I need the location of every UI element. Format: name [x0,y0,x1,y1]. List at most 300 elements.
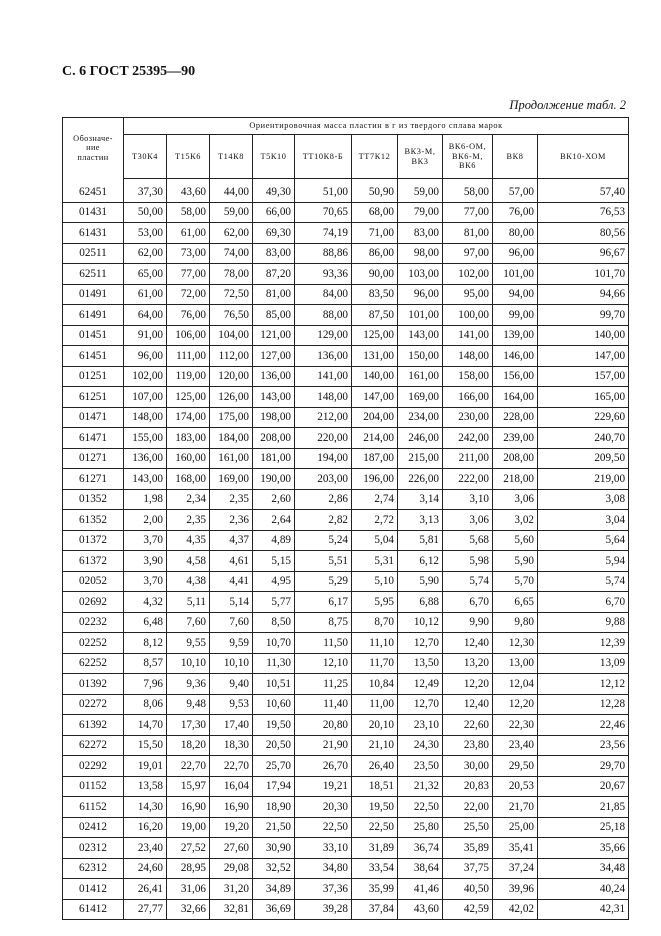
mass-value: 126,00 [210,387,253,408]
mass-value: 13,09 [538,653,629,674]
mass-value: 32,81 [210,899,253,920]
mass-value: 18,51 [352,776,398,797]
mass-value: 211,00 [443,448,493,469]
column-header: ТТ7К12 [352,135,398,179]
mass-value: 4,58 [167,551,210,572]
mass-value: 12,30 [493,633,538,654]
mass-value: 44,00 [210,179,253,203]
mass-value: 26,70 [295,756,352,777]
mass-value: 30,90 [253,838,295,859]
mass-value: 25,80 [398,817,443,838]
mass-value: 2,36 [210,510,253,531]
mass-value: 175,00 [210,407,253,428]
mass-value: 23,56 [538,735,629,756]
table-row [63,838,629,859]
mass-value: 20,83 [443,776,493,797]
mass-value: 83,00 [398,223,443,244]
mass-value: 5,51 [295,551,352,572]
mass-value: 10,12 [398,612,443,633]
mass-value: 150,00 [398,346,443,367]
mass-value: 22,50 [398,797,443,818]
mass-value: 3,02 [493,510,538,531]
mass-value: 5,10 [352,571,398,592]
mass-value: 107,00 [124,387,167,408]
mass-value: 102,00 [124,366,167,387]
table-row [63,346,629,367]
mass-value: 2,00 [124,510,167,531]
mass-value: 219,00 [538,469,629,490]
mass-value: 2,72 [352,510,398,531]
mass-value: 19,50 [352,797,398,818]
mass-value: 165,00 [538,387,629,408]
mass-value: 34,48 [538,858,629,879]
mass-value: 84,00 [295,284,352,305]
mass-value: 85,00 [253,305,295,326]
mass-value: 187,00 [352,448,398,469]
mass-value: 76,53 [538,202,629,223]
mass-value: 12,40 [443,633,493,654]
mass-value: 10,70 [253,633,295,654]
table-row [63,448,629,469]
plate-designation: 01431 [63,202,124,223]
mass-value: 88,00 [295,305,352,326]
plate-designation: 01392 [63,674,124,695]
mass-value: 76,00 [167,305,210,326]
mass-value: 4,35 [167,530,210,551]
mass-value: 240,70 [538,428,629,449]
mass-value: 125,00 [352,325,398,346]
mass-value: 66,00 [253,202,295,223]
mass-value: 29,50 [493,756,538,777]
mass-value: 20,10 [352,715,398,736]
column-header: Т15К6 [167,135,210,179]
mass-value: 10,10 [210,653,253,674]
mass-value: 136,00 [295,346,352,367]
column-header: ВК8 [493,135,538,179]
mass-value: 196,00 [352,469,398,490]
mass-value: 36,74 [398,838,443,859]
mass-value: 18,30 [210,735,253,756]
mass-value: 80,56 [538,223,629,244]
plate-mass-table [62,117,629,920]
table-row [63,428,629,449]
table-row [63,817,629,838]
mass-value: 37,36 [295,879,352,900]
mass-value: 148,00 [295,387,352,408]
mass-value: 76,00 [493,202,538,223]
mass-value: 51,00 [295,179,352,203]
mass-value: 9,88 [538,612,629,633]
mass-value: 35,66 [538,838,629,859]
mass-value: 15,97 [167,776,210,797]
mass-value: 147,00 [352,387,398,408]
mass-value: 24,30 [398,735,443,756]
table-row [63,305,629,326]
mass-value: 12,70 [398,694,443,715]
mass-value: 5,90 [493,551,538,572]
mass-value: 8,50 [253,612,295,633]
table-row [63,797,629,818]
plate-designation: 01152 [63,776,124,797]
mass-value: 68,00 [352,202,398,223]
mass-value: 32,66 [167,899,210,920]
table-row [63,510,629,531]
table-row [63,530,629,551]
mass-value: 18,90 [253,797,295,818]
plate-designation: 01372 [63,530,124,551]
mass-value: 41,46 [398,879,443,900]
mass-value: 95,00 [443,284,493,305]
mass-value: 158,00 [443,366,493,387]
mass-value: 4,38 [167,571,210,592]
mass-value: 65,00 [124,264,167,285]
plate-designation: 61491 [63,305,124,326]
mass-value: 11,00 [352,694,398,715]
mass-value: 27,60 [210,838,253,859]
mass-value: 156,00 [493,366,538,387]
mass-value: 8,75 [295,612,352,633]
column-header: ТТ10К8-Б [295,135,352,179]
mass-value: 11,50 [295,633,352,654]
mass-value: 103,00 [398,264,443,285]
mass-value: 88,86 [295,243,352,264]
mass-value: 169,00 [398,387,443,408]
mass-value: 2,35 [210,489,253,510]
mass-value: 71,00 [352,223,398,244]
mass-value: 94,00 [493,284,538,305]
mass-value: 169,00 [210,469,253,490]
page-header: С. 6 ГОСТ 25395—90 [62,64,196,79]
mass-value: 9,40 [210,674,253,695]
mass-value: 7,60 [210,612,253,633]
mass-value: 70,65 [295,202,352,223]
plate-designation: 62272 [63,735,124,756]
plate-designation: 02511 [63,243,124,264]
table-row [63,469,629,490]
mass-value: 22,50 [352,817,398,838]
designation-header: Обозначе- ние пластин [63,118,124,179]
mass-value: 155,00 [124,428,167,449]
mass-value: 21,85 [538,797,629,818]
mass-value: 5,70 [493,571,538,592]
table-row [63,407,629,428]
plate-designation: 02272 [63,694,124,715]
mass-value: 111,00 [167,346,210,367]
mass-value: 4,89 [253,530,295,551]
mass-value: 8,06 [124,694,167,715]
mass-value: 3,14 [398,489,443,510]
mass-value: 5,15 [253,551,295,572]
mass-value: 64,00 [124,305,167,326]
mass-value: 147,00 [538,346,629,367]
mass-value: 74,00 [210,243,253,264]
mass-value: 12,12 [538,674,629,695]
mass-value: 168,00 [167,469,210,490]
mass-value: 20,30 [295,797,352,818]
mass-value: 2,60 [253,489,295,510]
mass-value: 100,00 [443,305,493,326]
mass-value: 6,12 [398,551,443,572]
mass-value: 5,31 [352,551,398,572]
mass-value: 6,17 [295,592,352,613]
mass-value: 246,00 [398,428,443,449]
mass-value: 53,00 [124,223,167,244]
mass-value: 58,00 [167,202,210,223]
mass-value: 160,00 [167,448,210,469]
mass-value: 5,60 [493,530,538,551]
column-header: Т5К10 [253,135,295,179]
mass-value: 13,00 [493,653,538,674]
mass-value: 2,82 [295,510,352,531]
plate-designation: 02312 [63,838,124,859]
group-header: Ориентировочная масса пластин в г из твердого сплава марок [124,118,629,135]
mass-value: 21,70 [493,797,538,818]
mass-value: 72,00 [167,284,210,305]
table-row [63,284,629,305]
plate-designation: 02692 [63,592,124,613]
mass-value: 34,89 [253,879,295,900]
table-row [63,264,629,285]
plate-designation: 01352 [63,489,124,510]
mass-value: 23,50 [398,756,443,777]
mass-value: 148,00 [124,407,167,428]
mass-value: 19,00 [167,817,210,838]
mass-value: 57,40 [538,179,629,203]
mass-value: 5,95 [352,592,398,613]
mass-value: 83,00 [253,243,295,264]
mass-value: 32,52 [253,858,295,879]
mass-value: 14,70 [124,715,167,736]
mass-value: 102,00 [443,264,493,285]
mass-value: 230,00 [443,407,493,428]
plate-designation: 02252 [63,633,124,654]
mass-value: 49,30 [253,179,295,203]
mass-value: 81,00 [443,223,493,244]
mass-value: 77,00 [167,264,210,285]
mass-value: 5,98 [443,551,493,572]
mass-value: 43,60 [167,179,210,203]
plate-designation: 61451 [63,346,124,367]
mass-value: 21,32 [398,776,443,797]
mass-value: 22,46 [538,715,629,736]
mass-value: 21,10 [352,735,398,756]
mass-value: 25,00 [493,817,538,838]
mass-value: 4,32 [124,592,167,613]
mass-value: 12,20 [443,674,493,695]
mass-value: 87,50 [352,305,398,326]
column-header: Т14К8 [210,135,253,179]
mass-value: 166,00 [443,387,493,408]
column-header: Т30К4 [124,135,167,179]
mass-value: 12,28 [538,694,629,715]
mass-value: 37,75 [443,858,493,879]
mass-value: 215,00 [398,448,443,469]
mass-value: 35,99 [352,879,398,900]
mass-value: 22,50 [295,817,352,838]
mass-value: 10,60 [253,694,295,715]
plate-designation: 02412 [63,817,124,838]
mass-value: 143,00 [124,469,167,490]
mass-value: 11,30 [253,653,295,674]
plate-designation: 61431 [63,223,124,244]
mass-value: 120,00 [210,366,253,387]
mass-value: 136,00 [124,448,167,469]
mass-value: 24,60 [124,858,167,879]
mass-value: 37,30 [124,179,167,203]
mass-value: 11,70 [352,653,398,674]
mass-value: 119,00 [167,366,210,387]
mass-value: 59,00 [210,202,253,223]
mass-value: 96,00 [124,346,167,367]
mass-value: 140,00 [352,366,398,387]
mass-value: 93,36 [295,264,352,285]
mass-value: 99,70 [538,305,629,326]
mass-value: 3,06 [493,489,538,510]
mass-value: 3,08 [538,489,629,510]
mass-value: 131,00 [352,346,398,367]
table-row [63,899,629,920]
mass-value: 220,00 [295,428,352,449]
mass-value: 6,48 [124,612,167,633]
mass-value: 5,11 [167,592,210,613]
mass-value: 226,00 [398,469,443,490]
mass-value: 5,24 [295,530,352,551]
mass-value: 21,90 [295,735,352,756]
mass-value: 127,00 [253,346,295,367]
mass-value: 62,00 [210,223,253,244]
mass-value: 6,70 [538,592,629,613]
table-row [63,325,629,346]
mass-value: 104,00 [210,325,253,346]
plate-designation: 61412 [63,899,124,920]
mass-value: 161,00 [398,366,443,387]
mass-value: 7,96 [124,674,167,695]
mass-value: 40,50 [443,879,493,900]
mass-value: 2,34 [167,489,210,510]
mass-value: 5,81 [398,530,443,551]
mass-value: 121,00 [253,325,295,346]
mass-value: 1,98 [124,489,167,510]
table-row [63,674,629,695]
mass-value: 19,01 [124,756,167,777]
mass-value: 2,35 [167,510,210,531]
mass-value: 31,20 [210,879,253,900]
mass-value: 20,67 [538,776,629,797]
mass-value: 27,77 [124,899,167,920]
mass-value: 27,52 [167,838,210,859]
mass-value: 61,00 [167,223,210,244]
mass-value: 2,86 [295,489,352,510]
mass-value: 208,00 [253,428,295,449]
mass-value: 3,06 [443,510,493,531]
plate-designation: 61271 [63,469,124,490]
mass-value: 9,59 [210,633,253,654]
mass-value: 9,90 [443,612,493,633]
mass-value: 101,70 [538,264,629,285]
mass-value: 28,95 [167,858,210,879]
mass-value: 17,94 [253,776,295,797]
mass-value: 77,00 [443,202,493,223]
table-row [63,756,629,777]
mass-value: 72,50 [210,284,253,305]
mass-value: 31,06 [167,879,210,900]
mass-value: 5,68 [443,530,493,551]
mass-value: 43,60 [398,899,443,920]
mass-value: 8,57 [124,653,167,674]
mass-value: 40,24 [538,879,629,900]
mass-value: 12,49 [398,674,443,695]
mass-value: 140,00 [538,325,629,346]
table-row [63,551,629,572]
mass-value: 58,00 [443,179,493,203]
mass-value: 22,70 [167,756,210,777]
mass-value: 12,39 [538,633,629,654]
mass-value: 39,28 [295,899,352,920]
table-row [63,202,629,223]
mass-value: 99,00 [493,305,538,326]
column-header: ВК10-ХОМ [538,135,629,179]
table-row [63,776,629,797]
table-continuation-label: Продолжение табл. 2 [509,98,626,112]
mass-value: 5,94 [538,551,629,572]
mass-value: 22,60 [443,715,493,736]
mass-value: 157,00 [538,366,629,387]
mass-value: 3,10 [443,489,493,510]
mass-value: 139,00 [493,325,538,346]
mass-value: 2,64 [253,510,295,531]
table-row [63,387,629,408]
mass-value: 13,58 [124,776,167,797]
plate-designation: 01271 [63,448,124,469]
mass-value: 3,70 [124,571,167,592]
mass-value: 112,00 [210,346,253,367]
mass-value: 18,20 [167,735,210,756]
plate-designation: 01471 [63,407,124,428]
mass-value: 12,04 [493,674,538,695]
mass-value: 141,00 [443,325,493,346]
mass-value: 94,66 [538,284,629,305]
mass-value: 184,00 [210,428,253,449]
mass-value: 81,00 [253,284,295,305]
mass-value: 16,04 [210,776,253,797]
mass-value: 17,40 [210,715,253,736]
mass-value: 10,51 [253,674,295,695]
mass-value: 33,10 [295,838,352,859]
mass-value: 6,88 [398,592,443,613]
mass-value: 16,90 [210,797,253,818]
mass-value: 37,24 [493,858,538,879]
mass-value: 34,80 [295,858,352,879]
mass-value: 209,50 [538,448,629,469]
mass-value: 101,00 [493,264,538,285]
mass-value: 19,20 [210,817,253,838]
mass-value: 5,29 [295,571,352,592]
mass-value: 11,25 [295,674,352,695]
mass-value: 23,40 [124,838,167,859]
plate-designation: 02052 [63,571,124,592]
table-row [63,735,629,756]
mass-value: 25,50 [443,817,493,838]
mass-value: 9,48 [167,694,210,715]
table-row [63,366,629,387]
mass-value: 19,21 [295,776,352,797]
mass-value: 26,40 [352,756,398,777]
mass-value: 183,00 [167,428,210,449]
mass-value: 91,00 [124,325,167,346]
mass-value: 42,02 [493,899,538,920]
table-row [63,879,629,900]
table-row [63,653,629,674]
